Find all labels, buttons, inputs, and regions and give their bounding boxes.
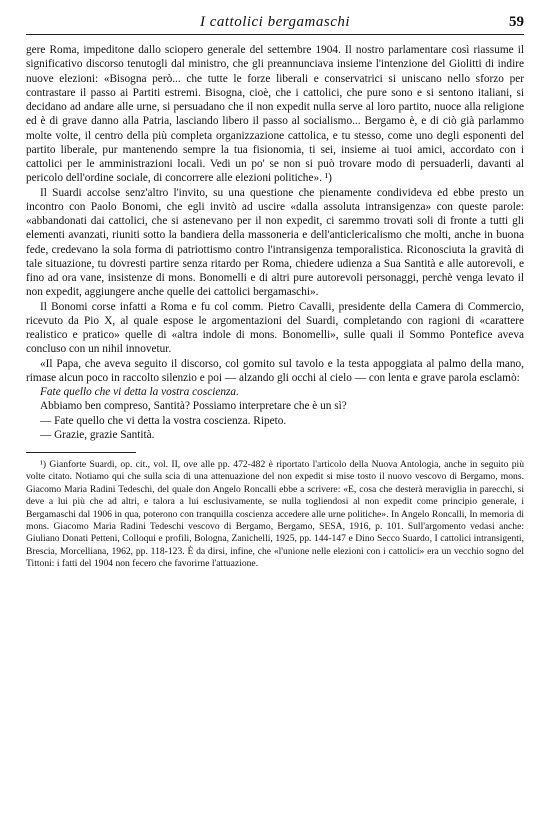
footnote-divider [26,452,136,453]
dialog-line: Fate quello che vi detta la vostra coscienza. [40,386,239,398]
page-number: 59 [509,14,524,30]
footnote: ¹) Gianforte Suardi, op. cit., vol. II, ove alle pp. 472-482 è riportato l'articolo della Nuova Antologia, anche in seguito più volte citato. Notiamo qui che sulla scia di una attenuazione del non expedit si mise tosto il nuovo vescovo di Bergamo, mons. Giacomo Maria Radini Tedeschi, del quale don Angelo Roncalli ebbe a scrivere: «E, cosa che desterà meraviglia in parecchi, si deve a lui più che ad altri, e talora a lui esclusivamente, se nulla togliendosi al non expedit come principio generale, i Bergamaschi dal 1906 in qua, poterono con tranquilla coscienza accedere alle urne politiche». In Angelo Roncalli, In memoria di mons. Giacomo Maria Radini Tedeschi vescovo di Bergamo, Bergamo, SESA, 1916, p. 101. Sull'argomento vedasi anche: Giuliano Donati Petteni, Colloqui e profili, Bologna, Zanichelli, 1925, pp. 144-147 e Dino Secco Suardo, I cattolici intransigenti, Brescia, Morcelliana, 1962, pp. 118-123. È da dirsi, infine, che «l'unione nelle elezioni con i cattolici» era un vecchio sogno del Tittoni: i fatti del 1904 non fecero che favorirne l'attuazione. [26,459,524,570]
paragraph: Il Suardi accolse senz'altro l'invito, su una questione che pienamente condivideva ed ebbe presto un incontro con Paolo Bonomi, che egli invitò ad uscire «dalla assoluta intransigenza» con queste parole: «abbandonati dai cattolici, che si astenevano per il non expedit, ci saremmo trovati soli di fronte a tutti gli elementi avanzati, riuniti sotto la bandiera della massoneria e dell'anticlericalismo che molti, anche in buona fede, credevano la sola forma di patriottismo contro l'intransigenza temporalistica. Riconosciuta la gravità di tale situazione, tu dovresti partire senza ritardo per Roma, chiedere udienza a Sua Santità e alle autorevoli, e fino ad ora vane, insistenze di mons. Bonomelli e di altri pure autorevoli personaggi, perchè venga levato il non expedit, aggiungere anche quelle dei cattolici bergamaschi». [26,186,524,299]
paragraph: Il Bonomi corse infatti a Roma e fu col comm. Pietro Cavalli, presidente della Camera di Commercio, ricevuto da Pio X, al quale espose le argomentazioni del Suardi, completando con ragioni di «carattere realistico e pratico» quelle di «altra indole di mons. Bonomelli», sulle quali il Sommo Pontefice aveva concluso con un nihil innovetur. [26,300,524,356]
paragraph: «Il Papa, che aveva seguito il discorso, col gomito sul tavolo e la testa appoggiata al palmo della mano, rimase alcun poco in raccolto silenzio e poi — alzando gli occhi al cielo — con lenta e grave parola esclamò: [26,357,524,384]
running-title: I cattolici bergamaschi [199,14,351,30]
main-text [26,43,524,442]
dialog-line: — Grazie, grazie Santità. [40,428,155,441]
dialog-line: Abbiamo ben compreso, Santità? Possiamo interpretare che è un sì? [40,400,347,413]
page-header [26,12,524,35]
paragraph-continued: gere Roma, impeditone dallo sciopero generale del settembre 1904. Il nostro parlamentare così riassume il significativo discorso tenutogli dal ministro, che gli preannunciava insieme l'intenzione del Giolitti di indire nuove elezioni: «Bisogna però... che tutte le forze liberali e conservatrici si uniscano nello sforzo per contrastare il passo ai Partiti estremi. Bisogna, cioè, che i cattolici, che pure sono e si sentono italiani, si decidano ad andare alle urne, si persuadano che il non expedit nulla serve al loro partito, nuoce alla religione ed è di grave danno alla Patria, lasciando libero il passo al socialismo... Bergamo è, e di ciò già parlammo molte volte, il centro della più completa organizzazione cattolica, e tu stesso, come uno degli esponenti del partito liberale, pur mantenendo sempre la tua fisionomia, ti sei, insieme ai tuoi amici, accordato con i cattolici per le amministrazioni locali. Vedi un po' se non si può trovare modo di persuaderli, davanti al pericolo dell'ordine sociale, di concorrere alle elezioni politiche». ¹) [26,44,524,185]
dialog-line: — Fate quello che vi detta la vostra coscienza. Ripeto. [40,414,287,427]
